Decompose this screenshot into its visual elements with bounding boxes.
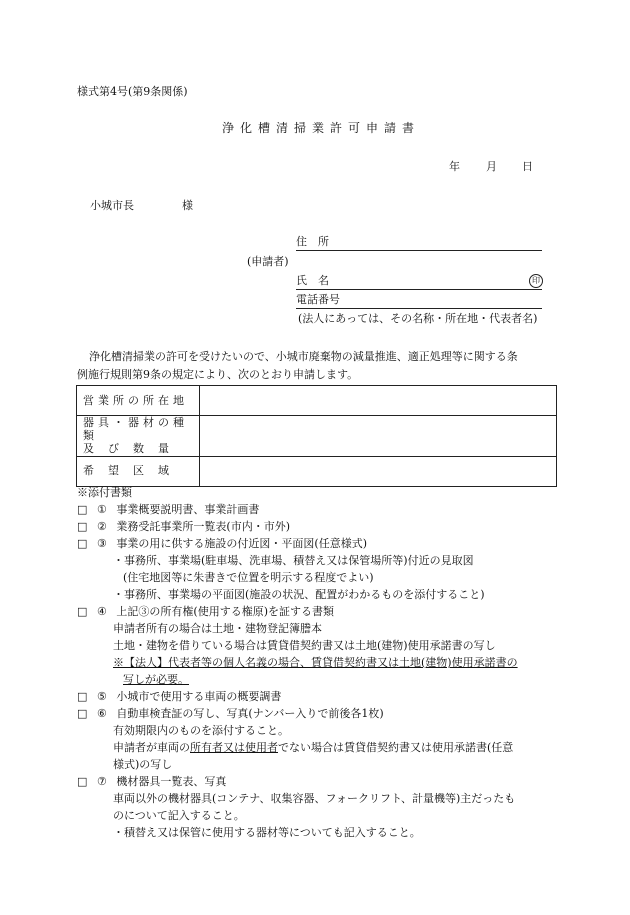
addressee-mayor: 小城市長 <box>90 199 134 212</box>
item-text: 事業概要説明書、事業計画書 <box>116 503 260 516</box>
attachment-item-4 <box>77 605 334 618</box>
item-4-note-1: ※【法人】代表者等の個人名義の場合、賃貸借契約書又は土地(建物)使用承諾書の <box>113 656 518 669</box>
item-6-line-2-b: でない場合は賃貸借契約書又は使用承諾書(任意 <box>278 741 514 754</box>
table-label-office-location: 営業所の所在地 <box>77 386 200 416</box>
phone-label: 電話番号 <box>296 293 340 306</box>
attachments-heading: ※添付書類 <box>77 486 132 499</box>
checkbox[interactable]: □ <box>77 775 88 788</box>
item-6-line-2-underlined: 所有者又は使用者 <box>190 741 278 754</box>
item-number: ④ <box>96 605 107 618</box>
item-7-line-2: のについて記入すること。 <box>113 809 245 822</box>
table-label-equipment: 器具・器材の種類 及び数量 <box>77 416 200 457</box>
item-number: ⑦ <box>96 775 107 788</box>
table-label-desired-area: 希望区域 <box>77 456 200 486</box>
table-value-office-location[interactable] <box>200 386 557 416</box>
seal-mark: 印 <box>529 274 543 288</box>
item-text: 事業の用に供する施設の付近図・平面図(任意様式) <box>116 537 367 550</box>
attachment-item-3 <box>77 537 367 550</box>
applicant-label: (申請者) <box>247 255 289 268</box>
item-text: 小城市で使用する車両の概要調書 <box>116 690 282 703</box>
item-text: 自動車検査証の写し、写真(ナンバー入りで前後各1枚) <box>116 707 384 720</box>
checkbox[interactable]: □ <box>77 605 88 618</box>
table-row <box>77 416 557 457</box>
item-text: 業務受託事業所一覧表(市内・市外) <box>116 520 290 533</box>
item-4-line-1: 申請者所有の場合は土地・建物登記簿謄本 <box>113 622 322 635</box>
checkbox[interactable]: □ <box>77 520 88 533</box>
checkbox[interactable]: □ <box>77 537 88 550</box>
item-7-line-3: ・積替え又は保管に使用する器材等についても記入すること。 <box>113 826 421 839</box>
item-number: ② <box>96 520 107 533</box>
checkbox[interactable]: □ <box>77 707 88 720</box>
item-4-note-2: 写しが必要。 <box>123 673 189 686</box>
item-6-line-3: 様式)の写し <box>113 758 173 771</box>
checkbox[interactable]: □ <box>77 690 88 703</box>
item-3-sub-1b: (住宅地図等に朱書きで位置を明示する程度でよい) <box>123 571 374 584</box>
address-field[interactable] <box>296 235 542 251</box>
name-field[interactable] <box>296 274 542 290</box>
item-number: ⑤ <box>96 690 107 703</box>
attachment-item-7 <box>77 775 226 788</box>
item-number: ① <box>96 503 107 516</box>
table-value-desired-area[interactable] <box>200 456 557 486</box>
item-3-sub-2: ・事務所、事業場の平面図(施設の状況、配置がわかるものを添付すること) <box>113 588 485 601</box>
table-row <box>77 456 557 486</box>
item-number: ③ <box>96 537 107 550</box>
date-year: 年 <box>449 160 460 173</box>
item-3-sub-1: ・事務所、事業場(駐車場、洗車場、積替え又は保管場所等)付近の見取図 <box>113 554 474 567</box>
item-7-line-1: 車両以外の機材器具(コンテナ、収集容器、フォークリフト、計量機等)主だったも <box>113 792 516 805</box>
body-line-2: 例施行規則第9条の規定により、次のとおり申請します。 <box>77 368 359 381</box>
attachment-item-6 <box>77 707 384 720</box>
application-table <box>76 385 557 487</box>
item-6-line-2-a: 申請者が車両の <box>113 741 190 754</box>
form-number: 様式第4号(第9条関係) <box>77 85 188 98</box>
checkbox[interactable]: □ <box>77 503 88 516</box>
applicant-note: (法人にあっては、その名称・所在地・代表者名) <box>298 312 538 325</box>
table-value-equipment[interactable] <box>200 416 557 457</box>
item-4-line-2: 土地・建物を借りている場合は賃貸借契約書又は土地(建物)使用承諾書の写し <box>113 639 496 652</box>
item-6-line-2 <box>113 741 513 754</box>
addressee-honorific: 様 <box>182 199 193 212</box>
page-title: 浄化槽清掃業許可申請書 <box>222 121 421 135</box>
date-month: 月 <box>486 160 497 173</box>
attachment-item-2 <box>77 520 290 533</box>
phone-field[interactable] <box>296 293 542 309</box>
body-line-1: 浄化槽清掃業の許可を受けたいので、小城市廃棄物の減量推進、適正処理等に関する条 <box>89 350 518 363</box>
item-6-line-1: 有効期限内のものを添付すること。 <box>113 724 289 737</box>
date-day: 日 <box>522 160 533 173</box>
address-label: 住 所 <box>296 235 329 248</box>
name-label: 氏 名 <box>296 274 329 287</box>
table-row <box>77 386 557 416</box>
item-number: ⑥ <box>96 707 107 720</box>
item-text: 上記③の所有権(使用する権原)を証する書類 <box>116 605 334 618</box>
item-text: 機材器具一覧表、写真 <box>116 775 227 788</box>
attachment-item-1 <box>77 503 259 516</box>
attachment-item-5 <box>77 690 281 703</box>
